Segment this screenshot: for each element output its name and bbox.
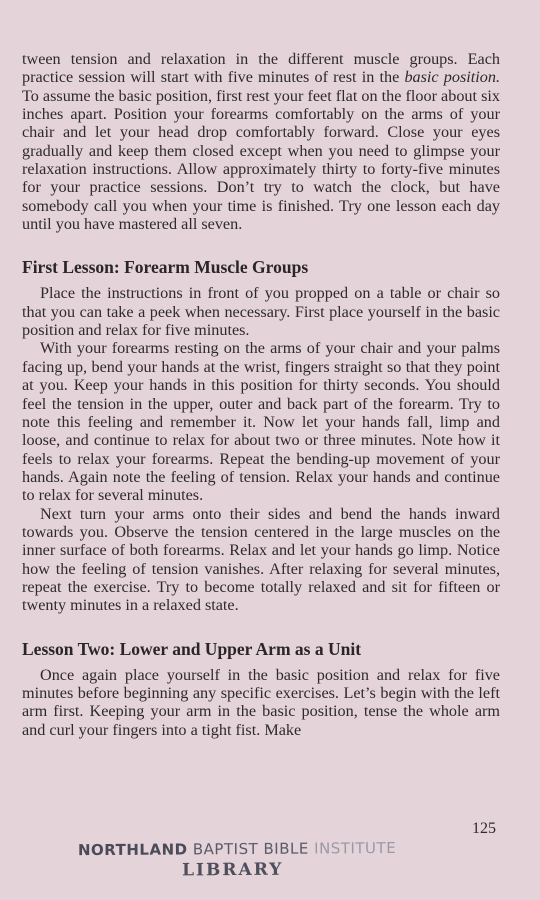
lesson-one-paragraph-1: Place the instructions in front of you propped on a table or chair so that you can take a peek when necessary. First place yourself in the basic position and relax for five minutes. bbox=[22, 284, 500, 340]
stamp-institution-suffix: INSTITUTE bbox=[314, 838, 397, 858]
intro-text-end: To assume the basic position, first rest your feet flat on the floor about six inches apart. Position your forearms comfortably on the arms of your chair and let your head drop comfortably forward. Close your eyes gradually and keep them closed except when you need to glimpse your relaxation instructions. Allow approximately thirty to forty-five minutes for your practice sessions. Don’t try to watch the clock, but have somebody call you when your time is finished. Try one lesson each day until you have mastered all seven. bbox=[22, 86, 500, 234]
page-number: 125 bbox=[472, 820, 496, 837]
stamp-line-1 bbox=[78, 839, 408, 859]
library-stamp bbox=[78, 839, 408, 881]
stamp-line-2: LIBRARY bbox=[182, 859, 284, 881]
intro-paragraph bbox=[22, 50, 500, 233]
lesson-one-paragraph-2: With your forearms resting on the arms of your chair and your palms facing up, bend your hands at the wrist, fingers straight so that they point at you. Keep your hands in this position for thirty seconds. You should feel the tension in the upper, outer and back part of the forearm. Try to note this feeling and remember it. Now let your hands fall, limp and loose, and continue to relax for about two or three minutes. Note how it feels to relax your forearms. Repeat the bending-up movement of your hands. Again note the feeling of tension. Relax your hands and continue to relax for several minutes. bbox=[22, 339, 500, 505]
lesson-two-heading: Lesson Two: Lower and Upper Arm as a Unit bbox=[22, 638, 362, 659]
lesson-one-paragraph-3: Next turn your arms onto their sides and bend the hands inward towards you. Observe the tension centered in the large muscles on the inner surface of both forearms. Relax and let your hands go limp. Notice how the feeling of tension vanishes. After relaxing for several minutes, repeat the exercise. Try to become totally relaxed and sit for fifteen or twenty minutes in a relaxed state. bbox=[22, 504, 500, 615]
intro-text-start: tween tension and relaxation in the different muscle groups. Each practice session will start with five minutes of rest in the bbox=[22, 50, 500, 87]
stamp-institution-name: NORTHLAND bbox=[77, 840, 188, 860]
lesson-two-paragraph-1: Once again place yourself in the basic position and relax for five minutes before beginning any specific exercises. Let’s begin with the left arm first. Keeping your arm in the basic position, tense the whole arm and curl your fingers into a tight fist. Make bbox=[22, 665, 500, 739]
lesson-one-heading: First Lesson: Forearm Muscle Groups bbox=[22, 257, 309, 278]
stamp-institution-type: BAPTIST BIBLE bbox=[192, 839, 309, 859]
intro-italic-term: basic position. bbox=[404, 68, 500, 87]
page-content bbox=[22, 50, 500, 739]
